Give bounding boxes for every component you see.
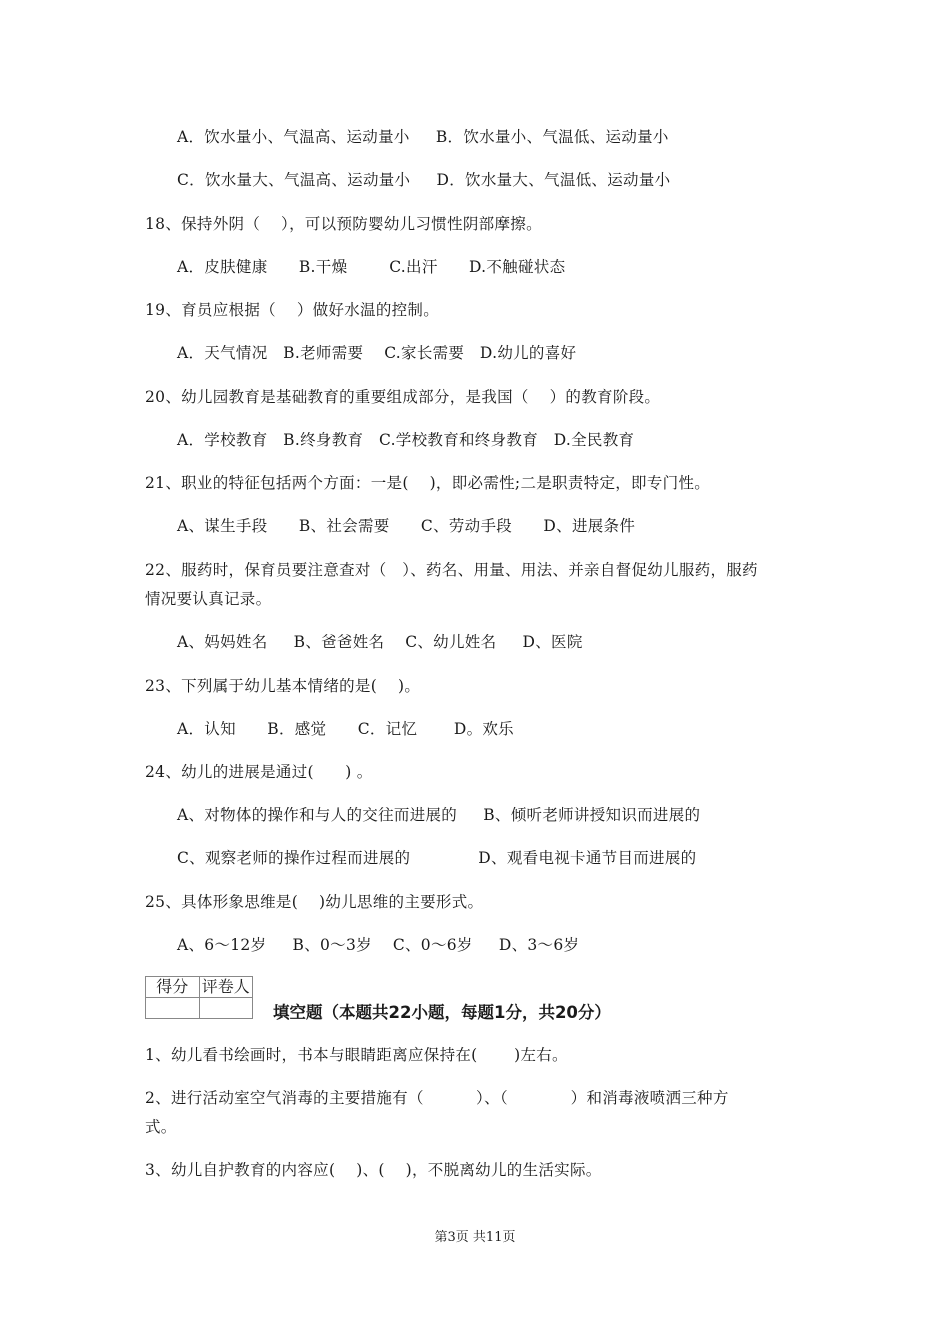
reviewer-label: 评卷人	[199, 977, 253, 998]
fill-question-3: 3、幼儿自护教育的内容应( )、( )，不脱离幼儿的生活实际。	[145, 1161, 602, 1179]
question-22: 22、服药时，保育员要注意查对（ ）、药名、用量、用法、并亲自督促幼儿服药，服药	[145, 561, 758, 579]
fill-question-2: 2、进行活动室空气消毒的主要措施有（ ）、（ ）和消毒液喷洒三种方	[145, 1089, 729, 1107]
score-box	[145, 976, 253, 1019]
page-footer: 第3页 共11页	[434, 1230, 516, 1245]
fill-question-2-continued: 式。	[145, 1118, 177, 1136]
option-line: A．皮肤健康 B.干燥 C.出汗 D.不触碰状态	[177, 258, 566, 276]
question-24: 24、幼儿的进展是通过( ) 。	[145, 763, 373, 781]
question-21: 21、职业的特征包括两个方面：一是( )，即必需性;二是职责特定，即专门性。	[145, 474, 711, 492]
section-title: 填空题（本题共22小题，每题1分，共20分）	[273, 1003, 611, 1022]
option-line: A、对物体的操作和与人的交往而进展的 B、倾听老师讲授知识而进展的	[177, 806, 701, 824]
option-line: A．饮水量小、气温高、运动量小 B．饮水量小、气温低、运动量小	[177, 128, 669, 146]
reviewer-cell	[199, 998, 253, 1019]
fill-question-1: 1、幼儿看书绘画时，书本与眼睛距离应保持在( )左右。	[145, 1046, 568, 1064]
score-label: 得分	[146, 977, 200, 998]
option-line: A．学校教育 B.终身教育 C.学校教育和终身教育 D.全民教育	[177, 431, 635, 449]
option-line: A、谋生手段 B、社会需要 C、劳动手段 D、进展条件	[177, 517, 636, 535]
question-20: 20、幼儿园教育是基础教育的重要组成部分，是我国（ ）的教育阶段。	[145, 388, 661, 406]
option-line: C、观察老师的操作过程而进展的 D、观看电视卡通节目而进展的	[177, 849, 697, 867]
question-25: 25、具体形象思维是( )幼儿思维的主要形式。	[145, 893, 484, 911]
question-18: 18、保持外阴（ ），可以预防婴幼儿习惯性阴部摩擦。	[145, 215, 542, 233]
option-line: A．天气情况 B.老师需要 C.家长需要 D.幼儿的喜好	[177, 344, 577, 362]
option-line: A．认知 B．感觉 C．记忆 D。欢乐	[177, 720, 514, 738]
option-line: C．饮水量大、气温高、运动量小 D．饮水量大、气温低、运动量小	[177, 171, 671, 189]
option-line: A、妈妈姓名 B、爸爸姓名 C、幼儿姓名 D、医院	[177, 633, 583, 651]
option-line: A、6～12岁 B、0～3岁 C、0～6岁 D、3～6岁	[177, 936, 580, 954]
question-19: 19、育员应根据（ ）做好水温的控制。	[145, 301, 440, 319]
question-22-continued: 情况要认真记录。	[145, 590, 272, 608]
score-cell	[146, 998, 200, 1019]
question-23: 23、下列属于幼儿基本情绪的是( )。	[145, 677, 421, 695]
